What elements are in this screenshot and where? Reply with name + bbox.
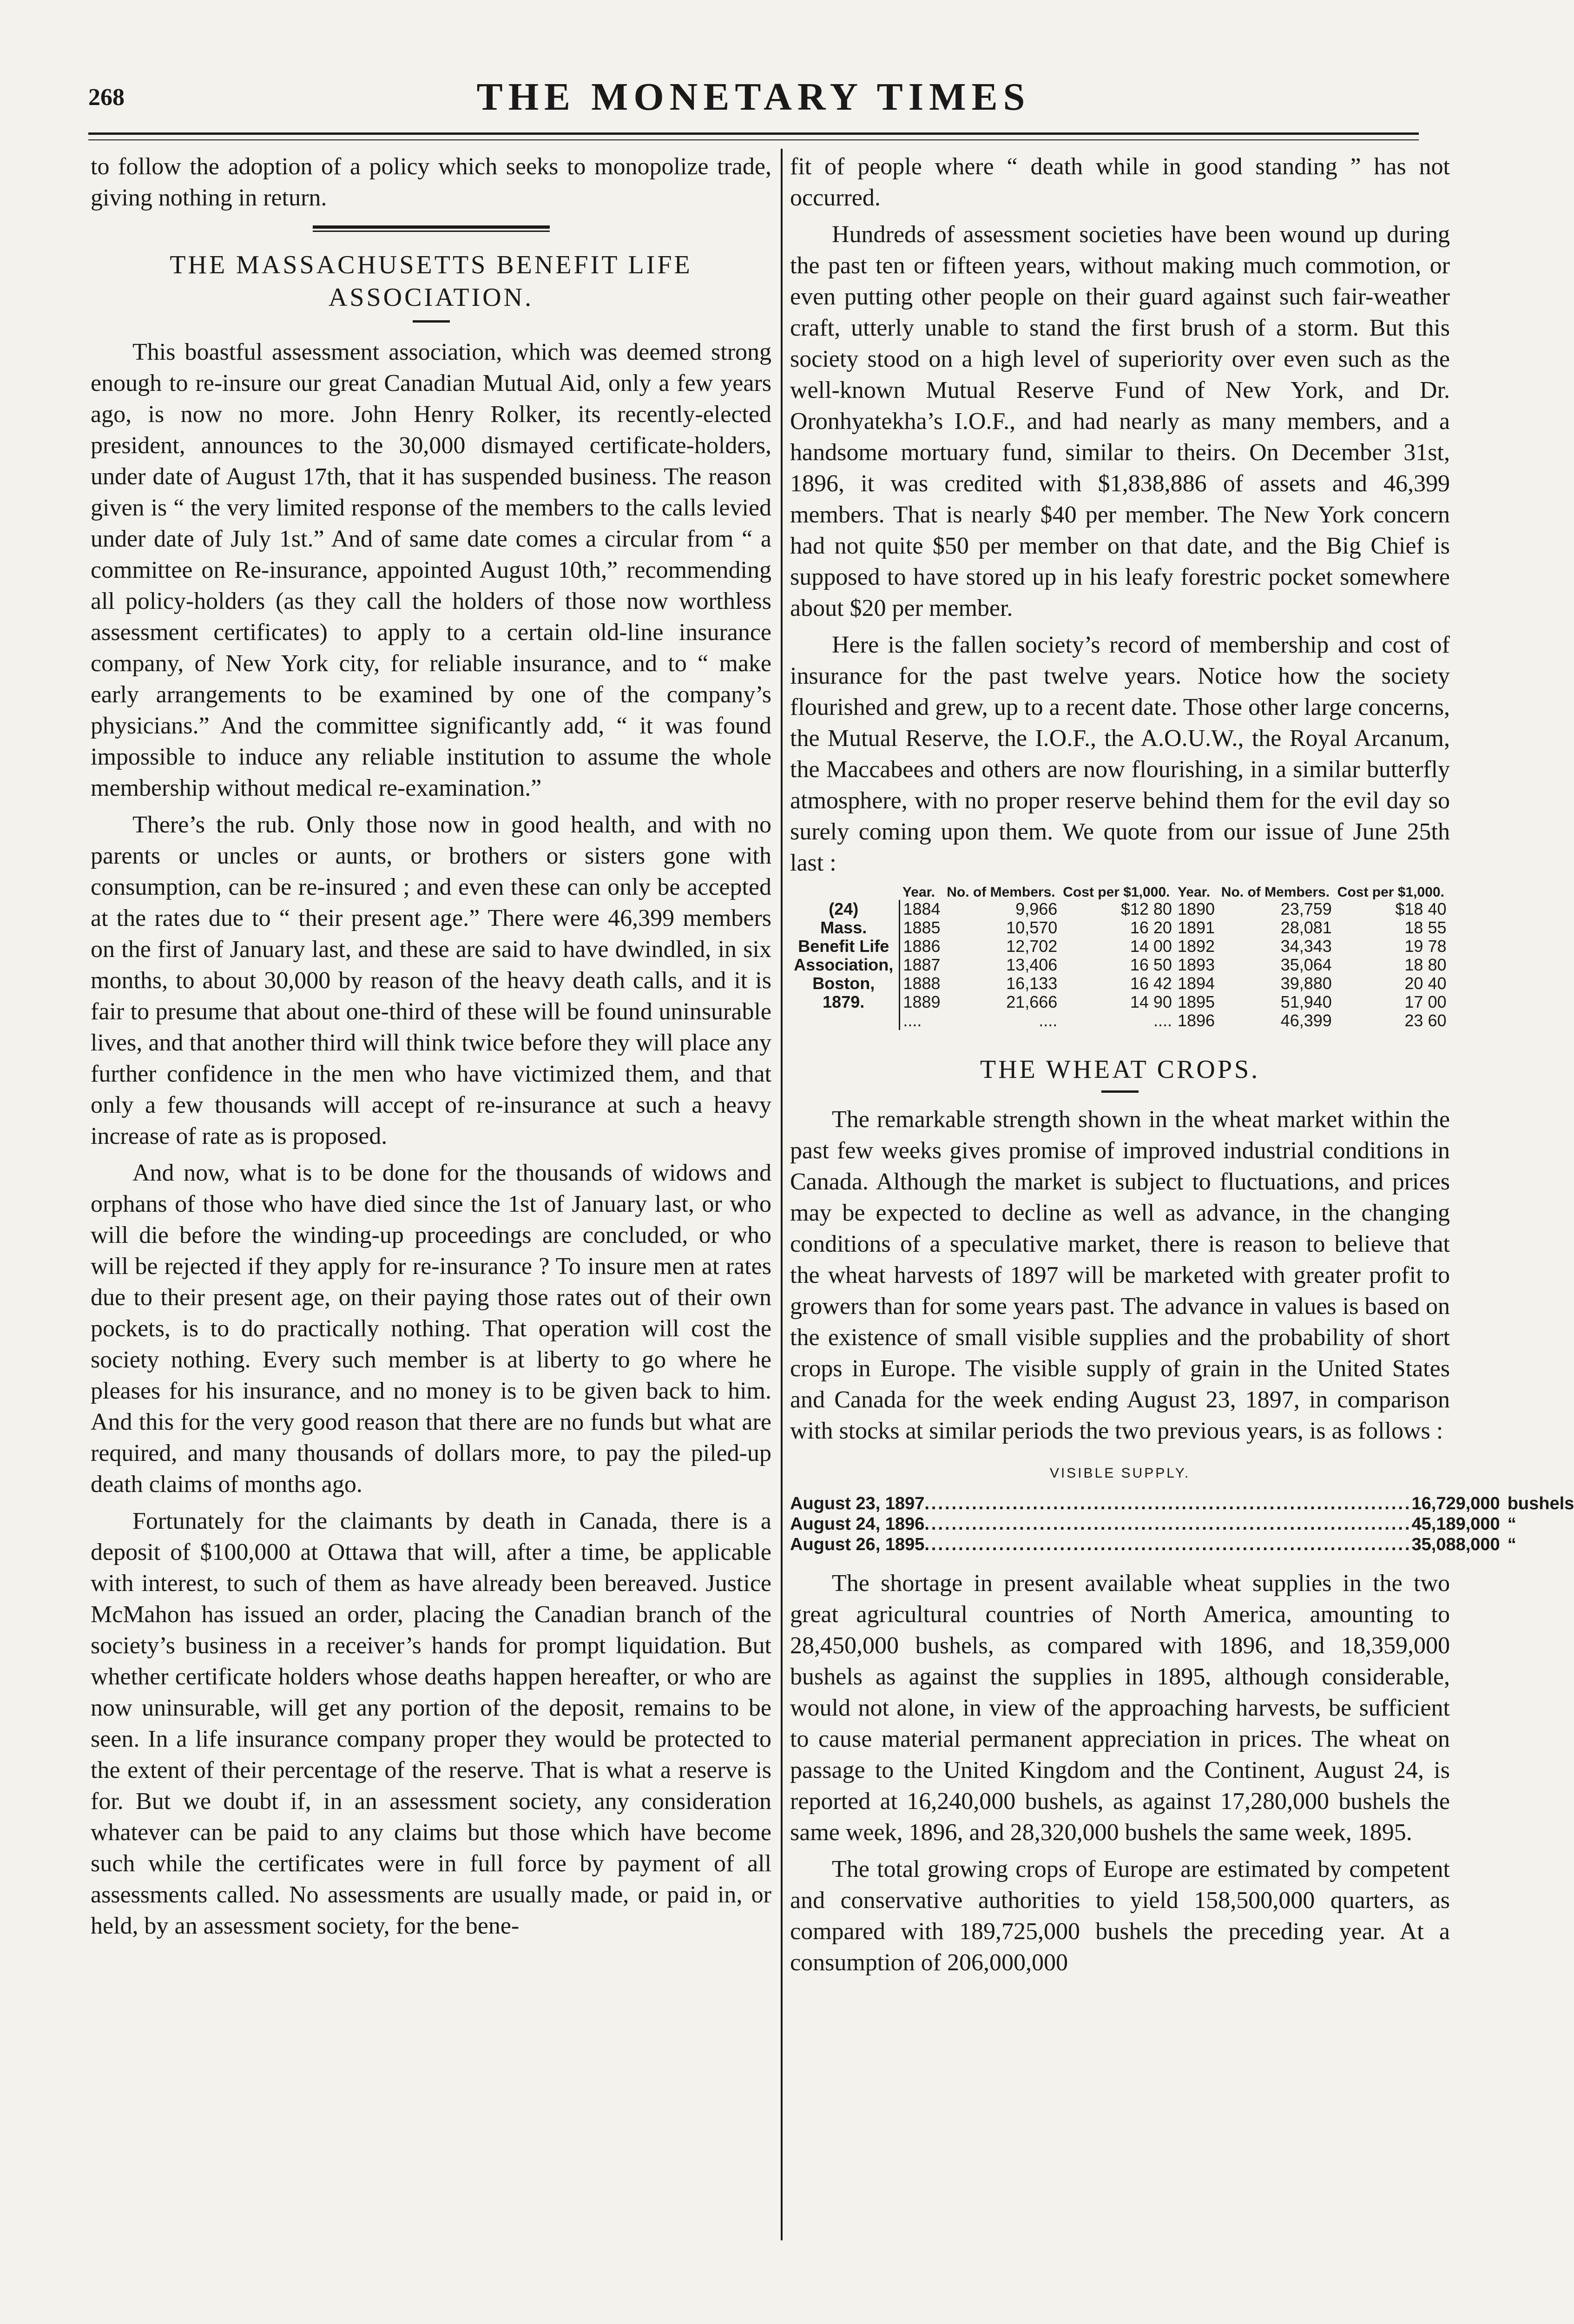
table-cell: .... xyxy=(1039,1011,1058,1030)
table-cell: 1889 xyxy=(903,992,941,1011)
table-cell: 51,940 xyxy=(1280,992,1332,1011)
table-cell: 1886 xyxy=(903,937,941,956)
table-cell: 1885 xyxy=(903,918,941,937)
leader-dots: ........................................................................ xyxy=(924,1494,1412,1513)
opening-text: to follow the adoption of a policy which seeks to monopolize trade, giving nothing in return. xyxy=(91,153,771,211)
supply-unit: bushels xyxy=(1507,1494,1574,1513)
table-cell: 18 80 xyxy=(1404,955,1447,974)
table-cell: 23 60 xyxy=(1404,1011,1447,1030)
supply-unit: “ xyxy=(1507,1514,1516,1534)
continuation-text: fit of people where “ death while in good standing ” has not occurred. xyxy=(790,153,1450,211)
row-label: Benefit Life xyxy=(790,937,900,956)
table-row xyxy=(790,956,1449,974)
table-cell: $18 40 xyxy=(1395,899,1447,918)
article-paragraph: Hundreds of assessment societies have been wound up during the past ten or fifteen years, without making much commotion, or even putting other people on their guard against such fair-weather craft, utterly unable to stand the first brush of a storm. But this society stood on a high level of superiority over even such as the well-known Mutual Reserve Fund of New York, and Dr. Oronhyatekha’s I.O.F., and had nearly as many members, and a handsome mortuary fund, similar to theirs. On December 31st, 1896, it was credited with $1,838,886 of assets and 46,399 members. That is nearly $40 per member. The New York concern had not quite $50 per member on that date, and the Big Chief is supposed to have stored up in his leafy forestric pocket somewhere about $20 per member. xyxy=(790,221,1450,621)
table-header-blank xyxy=(790,885,900,900)
table-row xyxy=(790,900,1449,918)
supply-row xyxy=(790,1534,1516,1555)
table-cell: 18 55 xyxy=(1404,918,1447,937)
visible-supply-title: VISIBLE SUPPLY. xyxy=(1049,1466,1191,1481)
row-label: Boston, xyxy=(790,974,900,993)
table-cell: 20 40 xyxy=(1404,974,1447,993)
supply-date: August 23, 1897 xyxy=(790,1494,925,1513)
table-row xyxy=(790,1011,1449,1030)
table-cell: 39,880 xyxy=(1280,974,1332,993)
table-row xyxy=(790,937,1449,956)
table-header: Year. xyxy=(1177,885,1211,900)
table-cell: .... xyxy=(903,1011,922,1030)
table-cell: 1887 xyxy=(903,955,941,974)
row-label: 1879. xyxy=(790,993,900,1011)
row-label: Mass. xyxy=(790,918,900,937)
row-label: (24) xyxy=(790,900,900,918)
supply-unit: “ xyxy=(1507,1535,1516,1554)
page-header xyxy=(88,74,1419,130)
table-cell: 12,702 xyxy=(1006,937,1058,956)
article-paragraph: The total growing crops of Europe are estimated by competent and conservative authorities to yield 158,500,000 quarters, as compared with 189,725,000 bushels the preceding year. At a consumption of 206,000,000 xyxy=(790,1856,1450,1976)
table-cell: 46,399 xyxy=(1280,1011,1332,1030)
masthead: THE MONETARY TIMES xyxy=(476,75,1031,119)
table-header: No. of Members. xyxy=(1221,885,1330,900)
title-rule xyxy=(1101,1090,1139,1093)
article-title: THE MASSACHUSETTS BENEFIT LIFE ASSOCIATION. xyxy=(170,251,692,312)
section-rule xyxy=(313,225,550,232)
article-paragraph: The shortage in present available wheat supplies in the two great agricultural countries of North America, amounting to 28,450,000 bushels, as compared with 1896, and 18,359,000 bushels as against the supplies in 1895, although considerable, would not alone, in view of the approaching harvests, be sufficient to cause material permanent appreciation in prices. The wheat on passage to the United Kingdom and the Continent, August 24, is reported at 16,240,000 bushels, as against 17,280,000 bushels the same week, 1896, and 28,320,000 bushels the same week, 1895. xyxy=(790,1570,1450,1846)
table-cell: 1890 xyxy=(1177,899,1215,918)
table-cell: 35,064 xyxy=(1280,955,1332,974)
article-paragraph: And now, what is to be done for the thousands of widows and orphans of those who have died since the 1st of January last, or who will die before the winding-up proceedings are concluded, or who will be rejected if they apply for re-insurance ? To insure men at rates due to their present age, on their paying those rates out of their own pockets, is to do practically nothing. That operation will cost the society nothing. Every such member is at liberty to go where he pleases for his insurance, and no money is to be given back to him. And this for the very good reason that there are no funds but what are required, and many thousands of dollars more, to pay the piled-up death claims of months ago. xyxy=(91,1160,771,1498)
row-label-blank xyxy=(790,1011,900,1030)
table-cell: .... xyxy=(1153,1011,1172,1030)
supply-date: August 24, 1896 xyxy=(790,1514,925,1534)
article-paragraph: Fortunately for the claimants by death in Canada, there is a deposit of $100,000 at Ottawa that will, after a time, be applicable with interest, to such of them as have already been bereaved. Justice McMahon has issued an order, placing the Canadian branch of the society’s business in a receiver’s hands for prompt liquidation. But whether certificate holders whose deaths happen hereafter, or who are now uninsurable, will get any portion of the deposit, remains to be seen. In a life insurance company proper they would be protected to the extent of their percentage of the reserve. That is what a reserve is for. But we doubt if, in an assessment society, any consideration whatever can be paid to any claims but those which have become such while the certificates were in full force by payment of all assessments called. No assessments are usually made, or paid in, or held, by an assessment society, for the bene- xyxy=(91,1508,771,1939)
table-cell: 1884 xyxy=(903,899,941,918)
page-number: 268 xyxy=(88,84,125,111)
leader-dots: ........................................................................ xyxy=(924,1535,1412,1554)
table-cell: $12 80 xyxy=(1120,899,1172,918)
table-header: No. of Members. xyxy=(947,885,1055,900)
table-cell: 1894 xyxy=(1177,974,1215,993)
table-header: Year. xyxy=(902,885,935,900)
article-paragraph: Here is the fallen society’s record of membership and cost of insurance for the past twelve years. Notice how the society flourished and grew, up to a recent date. Those other large concerns, the Mutual Reserve, the I.O.F., the A.O.U.W., the Royal Arcanum, the Maccabees and others are now flourishing, in a similar butterfly atmosphere, with no proper reserve behind them for the evil day so surely coming upon them. We quote from our issue of June 25th last : xyxy=(790,632,1450,876)
leader-dots: ........................................................................ xyxy=(924,1514,1412,1534)
table-cell: 34,343 xyxy=(1280,937,1332,956)
table-cell: 14 00 xyxy=(1130,937,1172,956)
table-cell: 19 78 xyxy=(1404,937,1447,956)
table-cell: 17 00 xyxy=(1404,992,1447,1011)
table-cell: 1892 xyxy=(1177,937,1215,956)
table-cell: 1895 xyxy=(1177,992,1215,1011)
table-row xyxy=(790,918,1449,937)
article-paragraph: This boastful assessment association, which was deemed strong enough to re-insure our great Canadian Mutual Aid, only a few years ago, is now no more. John Henry Rolker, its recently-elected president, announces to the 30,000 dismayed certificate-holders, under date of August 17th, that it has suspended business. The reason given is “ the very limited response of the members to the calls levied under date of July 1st.” And of same date comes a circular from “ a committee on Re-insurance, appointed August 10th,” recommending all policy-holders (as they call the holders of those now worthless assessment certificates) to apply to a certain old-line insurance company, of New York city, for reliable insurance, and to “ make early arrangements to be examined by one of the company’s physicians.” And the committee significantly add, “ it was found impossible to induce any reliable institution to assume the whole membership without medical re-examination.” xyxy=(91,339,771,801)
table-cell: 16 20 xyxy=(1130,918,1172,937)
table-header: Cost per $1,000. xyxy=(1063,885,1170,900)
table-cell: 21,666 xyxy=(1006,992,1058,1011)
right-column xyxy=(790,151,1574,1978)
table-cell: 10,570 xyxy=(1006,918,1058,937)
table-cell: 16 42 xyxy=(1130,974,1172,993)
article-paragraph: There’s the rub. Only those now in good health, and with no parents or uncles or aunts, or brothers or sisters gone with consumption, can be re-insured ; and even these can only be accepted at the rates due to “ their present age.” There were 46,399 members on the first of January last, and these are said to have dwindled, in six months, to about 30,000 by reason of the heavy death calls, and it is fair to presume that about one-third of these will be found uninsurable lives, and that another third will think twice before they will place any further confidence in the men who have victimized them, and that only a few thousands will accept of re-insurance at such a heavy increase of rate as is proposed. xyxy=(91,812,771,1149)
supply-quantity: 16,729,000 xyxy=(1411,1494,1500,1513)
wheat-title: THE WHEAT CROPS. xyxy=(980,1055,1260,1084)
table-cell: 16 50 xyxy=(1130,955,1172,974)
header-rule xyxy=(88,132,1419,135)
header-rule-thin xyxy=(88,139,1419,140)
table-cell: 28,081 xyxy=(1280,918,1332,937)
article-paragraph: The remarkable strength shown in the wheat market within the past few weeks gives promise of improved industrial conditions in Canada. Although the market is subject to fluctuations, and prices may be expected to decline as well as advance, in the changing conditions of a speculative market, there is reason to believe that the wheat harvests of 1897 will be marketed with greater profit to growers than for some years past. The advance in values is based on the existence of small visible supplies and the probability of short crops in Europe. The visible supply of grain in the United States and Canada for the week ending August 23, 1897, in comparison with stocks at similar periods the two previous years, is as follows : xyxy=(790,1106,1450,1444)
row-label: Association, xyxy=(790,956,900,974)
column-divider xyxy=(781,149,783,2240)
table-header: Cost per $1,000. xyxy=(1337,885,1444,900)
table-cell: 23,759 xyxy=(1280,899,1332,918)
supply-row xyxy=(790,1493,1574,1514)
left-column xyxy=(91,151,771,1941)
table-cell: 1893 xyxy=(1177,955,1215,974)
table-row xyxy=(790,993,1449,1011)
supply-quantity: 45,189,000 xyxy=(1411,1514,1500,1534)
table-cell: 14 90 xyxy=(1130,992,1172,1011)
supply-date: August 26, 1895 xyxy=(790,1535,925,1554)
table-cell: 1891 xyxy=(1177,918,1215,937)
table-cell: 1888 xyxy=(903,974,941,993)
table-cell: 13,406 xyxy=(1006,955,1058,974)
table-cell: 1896 xyxy=(1177,1011,1215,1030)
title-rule xyxy=(413,320,450,323)
table-cell: 16,133 xyxy=(1006,974,1058,993)
table-row xyxy=(790,974,1449,993)
membership-table xyxy=(790,885,1450,1030)
supply-row xyxy=(790,1514,1516,1534)
table-cell: 9,966 xyxy=(1015,899,1058,918)
supply-quantity: 35,088,000 xyxy=(1411,1535,1500,1554)
